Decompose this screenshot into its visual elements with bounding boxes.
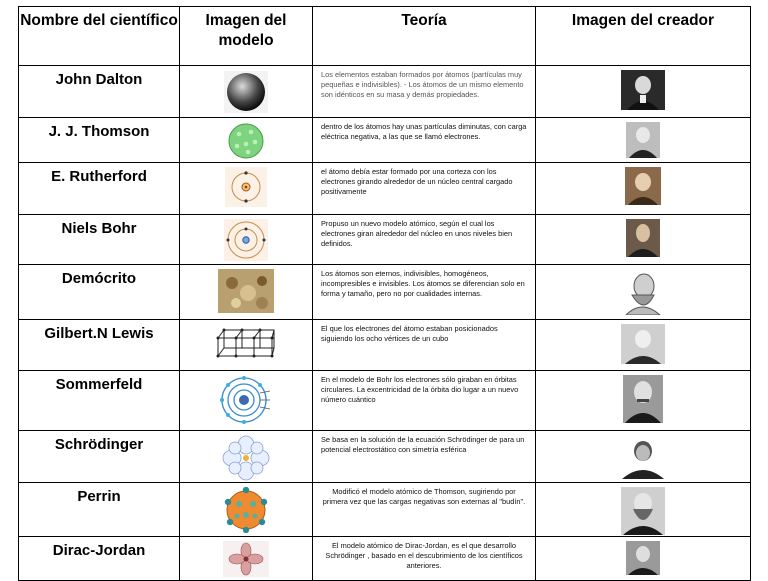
theory-text: Se basa en la solución de la ecuación Schrödinger de para un potencial electrostático con simetría esférica <box>313 431 536 483</box>
bohr-portrait <box>626 219 660 257</box>
plum-pudding-icon <box>226 122 266 160</box>
table-row <box>19 163 751 215</box>
scientist-name: Perrin <box>19 483 180 537</box>
theory-text: Propuso un nuevo modelo atómico, según el cual los electrones giran alrededor del núcleo en unos niveles bien definidos. <box>313 215 536 265</box>
sommerfeld-portrait <box>623 375 663 423</box>
creator-image-cell <box>536 66 751 118</box>
header-name: Nombre del científico <box>19 7 180 66</box>
model-image-cell <box>180 118 313 163</box>
scientist-name: Sommerfeld <box>19 371 180 431</box>
header-row <box>19 7 751 66</box>
table-row <box>19 320 751 371</box>
theory-text: En el modelo de Bohr los electrones sólo giraban en órbitas circulares. La excentricidad de la órbita dio lugar a un nuevo número cuántico <box>313 371 536 431</box>
table-row <box>19 371 751 431</box>
model-image-cell <box>180 483 313 537</box>
table-row <box>19 118 751 163</box>
dirac-portrait <box>626 541 660 575</box>
table-row <box>19 537 751 581</box>
solid-sphere-icon <box>222 70 270 114</box>
theory-text: el átomo debía estar formado por una corteza con los electrones girando alrededor de un núcleo central cargado positivamente <box>313 163 536 215</box>
creator-image-cell <box>536 320 751 371</box>
creator-image-cell <box>536 118 751 163</box>
model-image-cell <box>180 537 313 581</box>
scientist-name: J. J. Thomson <box>19 118 180 163</box>
header-theory: Teoría <box>313 7 536 66</box>
scientist-name: John Dalton <box>19 66 180 118</box>
model-image-cell <box>180 320 313 371</box>
dalton-portrait <box>621 70 665 110</box>
scientist-name: Niels Bohr <box>19 215 180 265</box>
theory-text: El modelo atómico de Dirac-Jordan, es el que desarrollo Schrödinger , basado en el descubrimiento de los científicos anteriores. <box>313 537 536 581</box>
perrin-model-icon <box>223 487 269 533</box>
atomic-models-table <box>18 6 751 581</box>
creator-image-cell <box>536 371 751 431</box>
rutherford-portrait <box>625 167 661 205</box>
nuclear-orbit-icon <box>225 167 267 207</box>
table-row <box>19 66 751 118</box>
theory-text: Modificó el modelo atómico de Thomson, sugiriendo por primera vez que las cargas negativas son externas al "budín". <box>313 483 536 537</box>
democritus-atoms-icon <box>218 269 274 313</box>
table-row <box>19 483 751 537</box>
creator-image-cell <box>536 537 751 581</box>
model-image-cell <box>180 66 313 118</box>
model-image-cell <box>180 215 313 265</box>
orbital-cloud-icon <box>222 435 270 481</box>
header-creator: Imagen del creador <box>536 7 751 66</box>
creator-image-cell <box>536 431 751 483</box>
dirac-jordan-icon <box>223 541 269 577</box>
model-image-cell <box>180 265 313 320</box>
model-image-cell <box>180 371 313 431</box>
elliptical-orbits-icon <box>218 375 274 425</box>
model-image-cell <box>180 163 313 215</box>
perrin-portrait <box>621 487 665 535</box>
table-row <box>19 431 751 483</box>
creator-image-cell <box>536 265 751 320</box>
model-image-cell <box>180 431 313 483</box>
schrodinger-portrait <box>616 435 670 479</box>
theory-text: Los elementos estaban formados por átomos (partículas muy pequeñas e indivisibles). - Los átomos de un mismo elemento son idénticos en su masa y demás propiedades. <box>313 66 536 118</box>
theory-text: Los átomos son eternos, indivisibles, homogéneos, incompresibles e invisibles. Los átomos se diferencian solo en forma y tamaño, pero no por cualidades internas. <box>313 265 536 320</box>
bohr-levels-icon <box>224 219 268 261</box>
scientist-name: Schrödinger <box>19 431 180 483</box>
creator-image-cell <box>536 483 751 537</box>
scientist-name: Demócrito <box>19 265 180 320</box>
atomic-models-table-wrapper <box>18 6 750 581</box>
creator-image-cell <box>536 215 751 265</box>
scientist-name: E. Rutherford <box>19 163 180 215</box>
democritus-portrait <box>620 269 666 315</box>
creator-image-cell <box>536 163 751 215</box>
theory-text: dentro de los átomos hay unas partículas diminutas, con carga eléctrica negativa, a las que se llamó electrones. <box>313 118 536 163</box>
theory-text: El que los electrones del átomo estaban posicionados siguiendo los ocho vértices de un cubo <box>313 320 536 371</box>
thomson-portrait <box>626 122 660 158</box>
table-row <box>19 215 751 265</box>
scientist-name: Gilbert.N Lewis <box>19 320 180 371</box>
header-model: Imagen del modelo <box>180 7 313 66</box>
lewis-portrait <box>621 324 665 364</box>
cubic-atom-icon <box>214 324 278 364</box>
table-row <box>19 265 751 320</box>
scientist-name: Dirac-Jordan <box>19 537 180 581</box>
